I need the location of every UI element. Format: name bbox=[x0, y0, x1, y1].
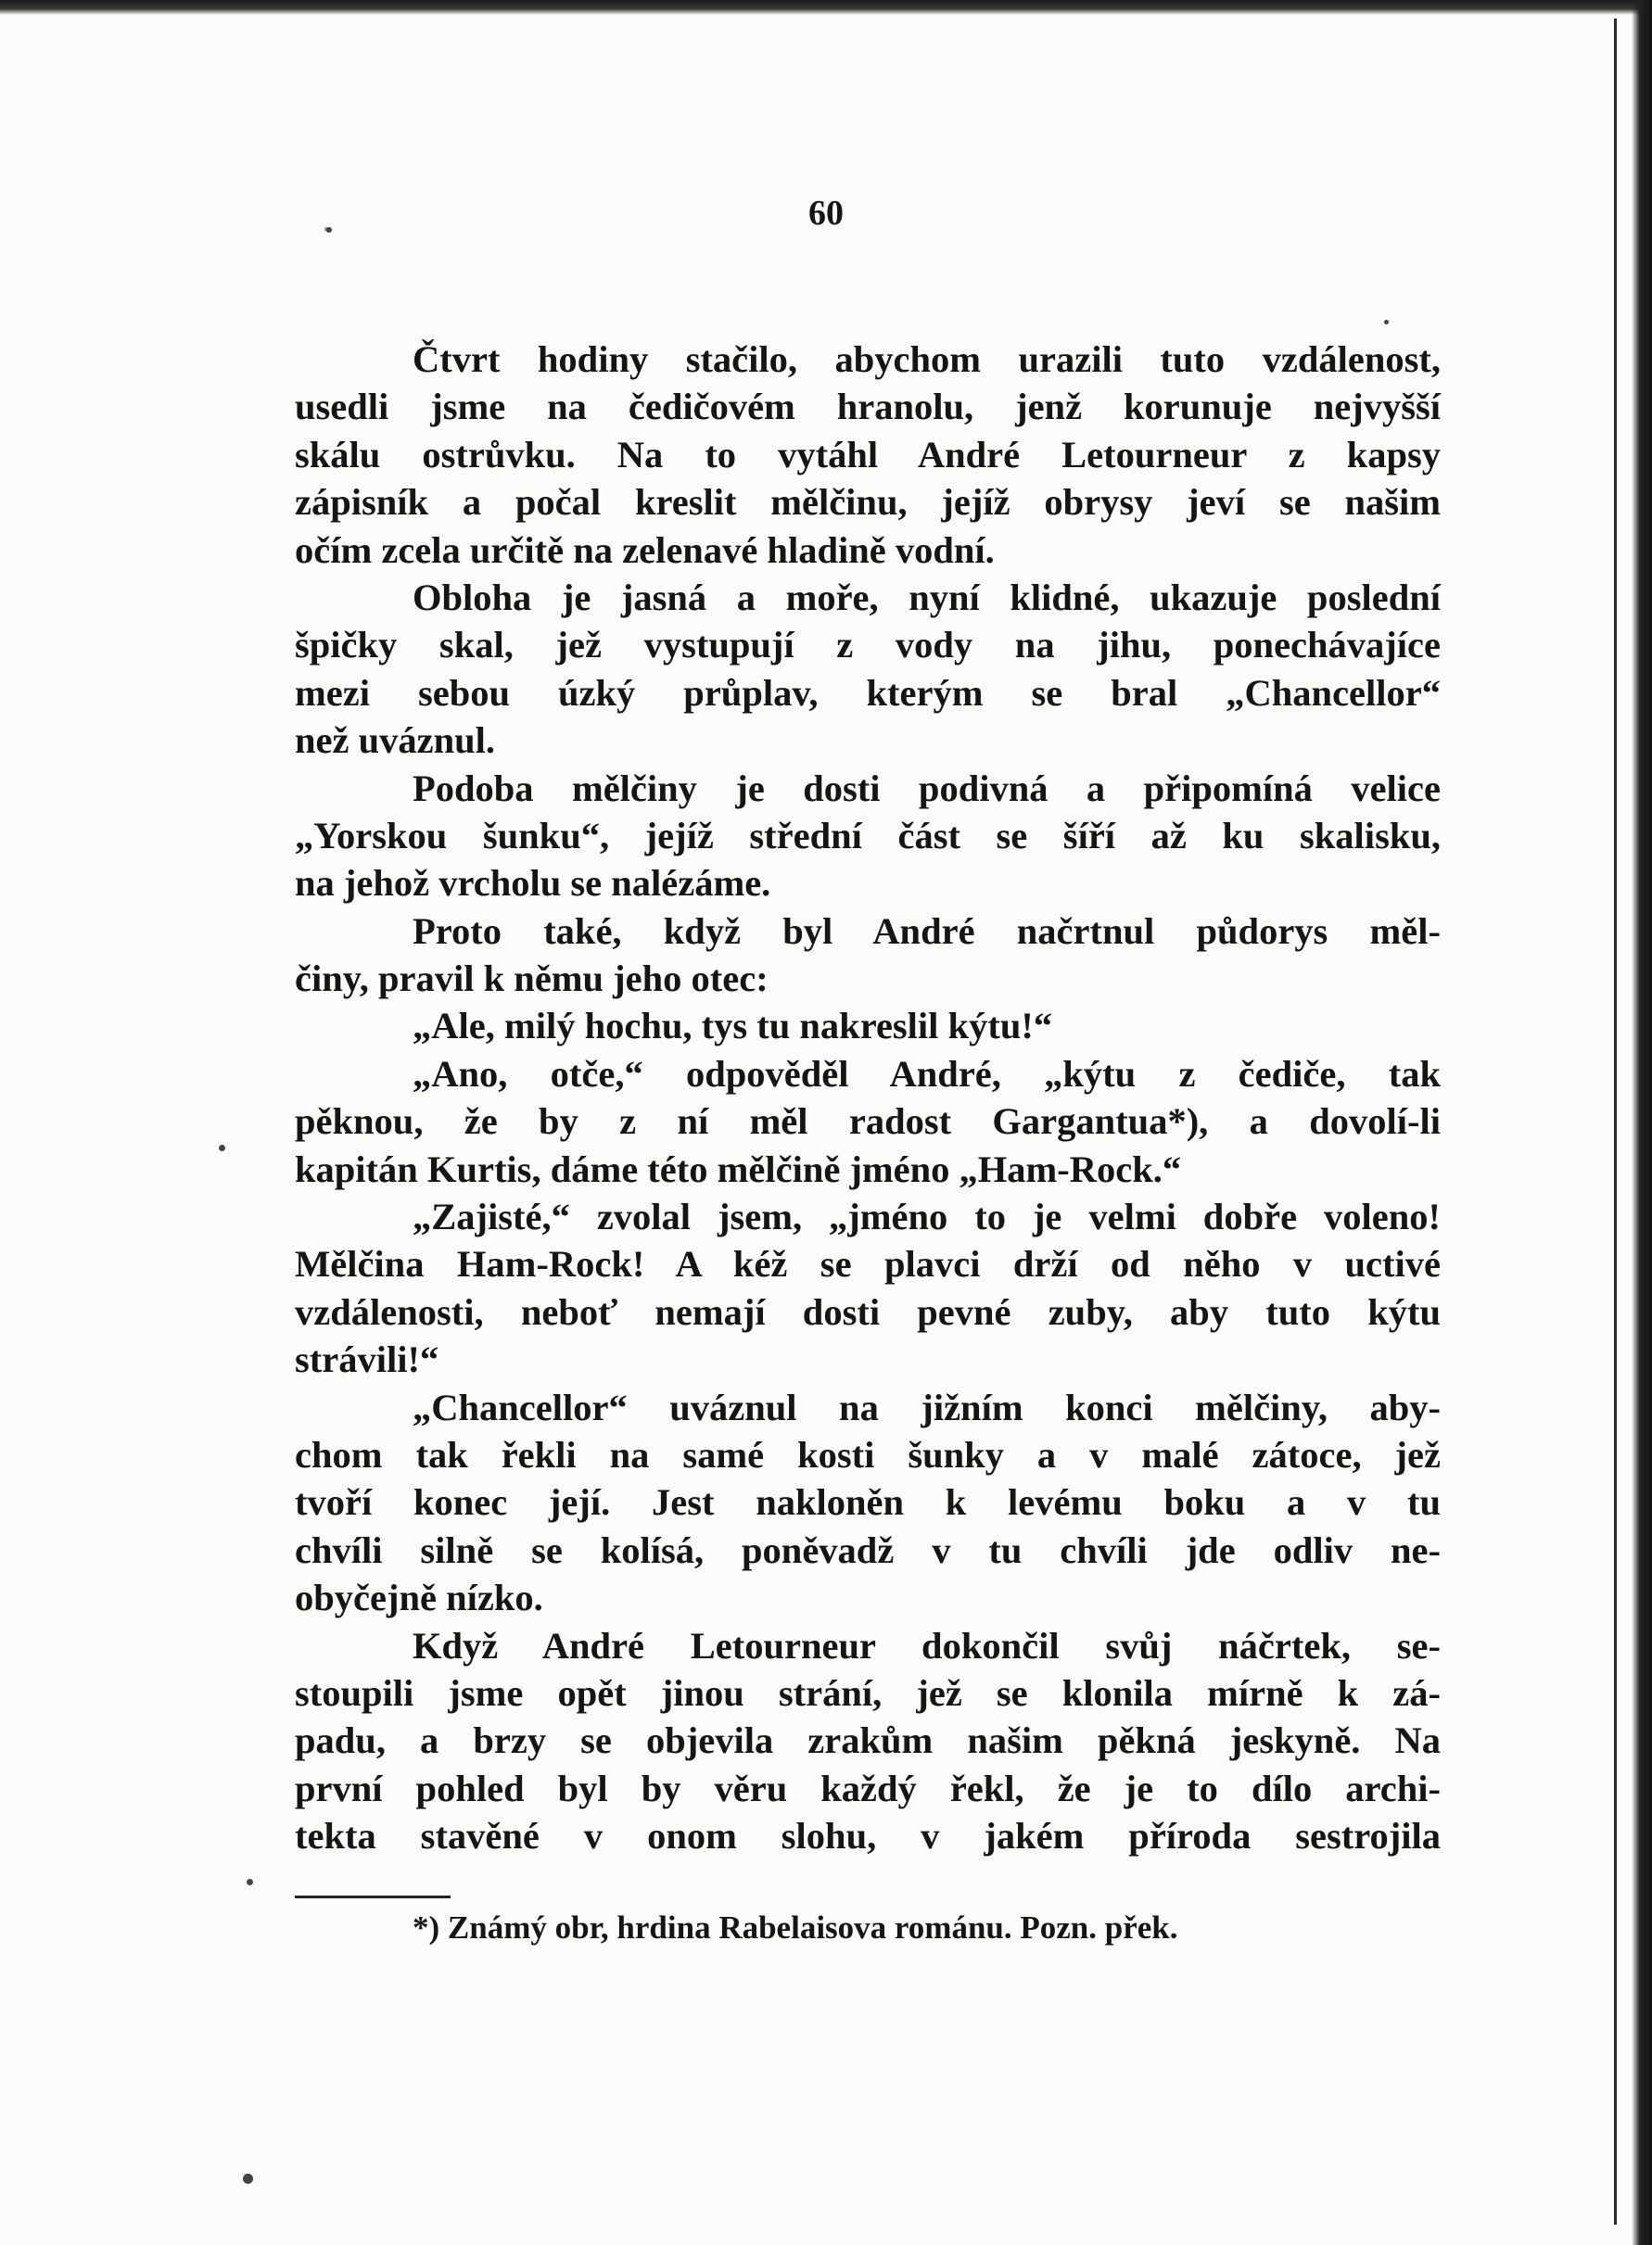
text-line: první pohled byl by věru každý řekl, že je to dílo archi- bbox=[295, 1767, 1441, 1809]
text-line: „Zajisté,“ zvolal jsem, „jméno to je velmi dobře voleno! bbox=[413, 1196, 1441, 1238]
text-line: „Ano, otče,“ odpověděl André, „kýtu z čediče, tak bbox=[413, 1052, 1441, 1095]
text-line: chvíli silně se kolísá, poněvadž v tu chvíli jde odliv ne- bbox=[295, 1528, 1441, 1571]
text-line: než uváznul. bbox=[295, 719, 496, 762]
text-line: tvoří konec její. Jest nakloněn k levému boku a v tu bbox=[295, 1481, 1441, 1524]
text-line: „Chancellor“ uváznul na jižním konci mělčiny, aby- bbox=[413, 1386, 1441, 1428]
text-line: zápisník a počal kreslit mělčinu, jejíž obrysy jeví se našim bbox=[295, 481, 1441, 524]
text-line: na jehož vrcholu se nalézáme. bbox=[295, 862, 771, 905]
scan-speck bbox=[324, 227, 329, 232]
text-line: „Ale, milý hochu, tys tu nakreslil kýtu!“ bbox=[413, 1005, 1053, 1047]
text-line: činy, pravil k němu jeho otec: bbox=[295, 958, 769, 1000]
footnote-divider bbox=[295, 1896, 451, 1898]
text-line: chom tak řekli na samé kosti šunky a v malé zátoce, jež bbox=[295, 1433, 1441, 1476]
text-line: strávili!“ bbox=[295, 1338, 439, 1381]
text-line: kapitán Kurtis, dáme této mělčině jméno „Ham-Rock.“ bbox=[295, 1148, 1182, 1190]
text-line: stoupili jsme opět jinou strání, jež se klonila mírně k zá- bbox=[295, 1671, 1441, 1714]
page-right-shadow bbox=[1632, 0, 1652, 2245]
text-line: mezi sebou úzký průplav, kterým se bral „Chancellor“ bbox=[295, 671, 1441, 714]
text-line: Obloha je jasná a moře, nyní klidné, ukazuje poslední bbox=[413, 576, 1441, 618]
text-line: usedli jsme na čedičovém hranolu, jenž korunuje nejvyšší bbox=[295, 386, 1441, 428]
footnote: *) Známý obr, hrdina Rabelaisova románu. Pozn. přek. bbox=[413, 1909, 1178, 1946]
text-line: vzdálenosti, neboť nemají dosti pevné zuby, aby tuto kýtu bbox=[295, 1290, 1441, 1333]
text-line: Proto také, když byl André načrtnul půdorys měl- bbox=[413, 909, 1441, 952]
scan-speck bbox=[247, 1879, 253, 1885]
text-line: Čtvrt hodiny stačilo, abychom urazili tuto vzdálenost, bbox=[413, 338, 1441, 380]
scan-speck bbox=[243, 2174, 253, 2184]
page-top-shadow bbox=[0, 0, 1652, 15]
text-line: špičky skal, jež vystupují z vody na jihu, ponechávajíce bbox=[295, 624, 1441, 666]
body-text bbox=[295, 336, 1441, 1860]
text-line: pěknou, že by z ní měl radost Gargantua*), a dovolí-li bbox=[295, 1100, 1441, 1143]
text-line: Když André Letourneur dokončil svůj náčrtek, se- bbox=[413, 1624, 1441, 1667]
text-line: „Yorskou šunku“, jejíž střední část se šíří až ku skalisku, bbox=[295, 814, 1441, 856]
text-line: skálu ostrůvku. Na to vytáhl André Letourneur z kapsy bbox=[295, 433, 1441, 476]
text-line: Podoba mělčiny je dosti podivná a připomíná velice bbox=[413, 767, 1441, 809]
text-line: Mělčina Ham-Rock! A kéž se plavci drží od něho v uctivé bbox=[295, 1243, 1441, 1286]
page-number: 60 bbox=[808, 194, 844, 233]
text-line: očím zcela určitě na zelenavé hladině vodní. bbox=[295, 528, 995, 571]
text-line: obyčejně nízko. bbox=[295, 1577, 543, 1619]
text-line: padu, a brzy se objevila zrakům našim pěkná jeskyně. Na bbox=[295, 1719, 1441, 1762]
page-edge-line bbox=[1614, 19, 1617, 2225]
scan-speck bbox=[1384, 320, 1389, 324]
scan-speck bbox=[219, 1145, 225, 1151]
text-line: tekta stavěné v onom slohu, v jakém příroda sestrojila bbox=[295, 1815, 1441, 1858]
